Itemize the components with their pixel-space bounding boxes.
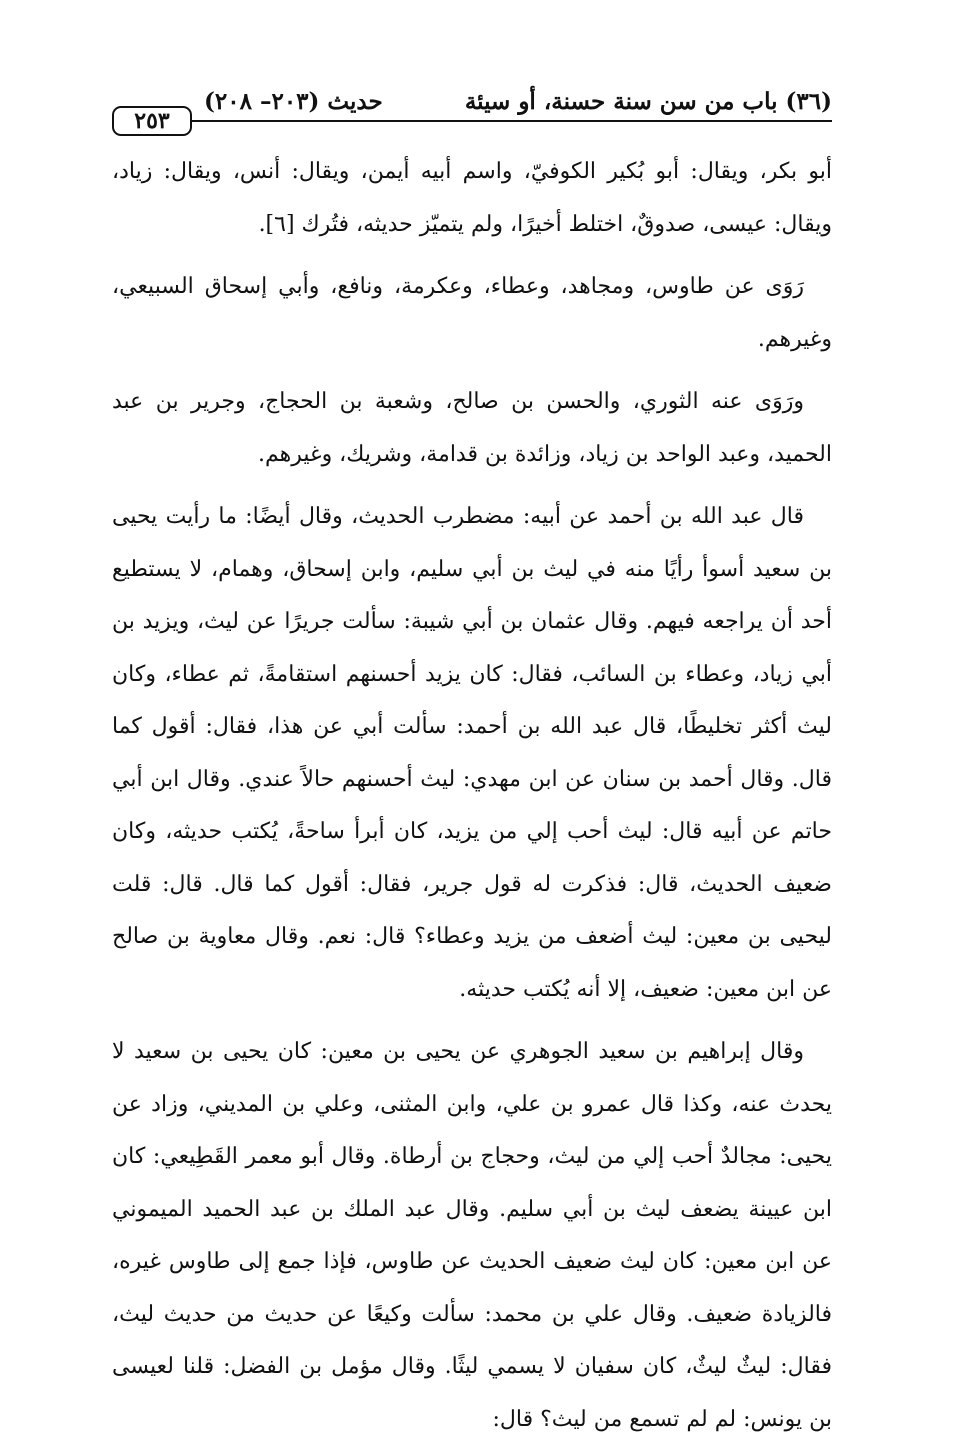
chapter-title: (٣٦) باب من سن سنة حسنة، أو سيئة — [464, 88, 832, 115]
paragraph: رَوَى عن طاوس، ومجاهد، وعطاء، وعكرمة، ونافع، وأبي إسحاق السبيعي، وغيرهم. — [112, 274, 832, 352]
page-header — [112, 84, 832, 134]
header-rule — [192, 120, 832, 122]
paragraph: قال عبد الله بن أحمد عن أبيه: مضطرب الحديث، وقال أيضًا: ما رأيت يحيى بن سعيد أسوأ رأيًا منه في ليث بن أبي سليم، وابن إسحاق، وهمام، لا يستطيع أحد أن يراجعه فيهم. وقال عثمان بن أبي شيبة: سألت جريرًا عن ليث، ويزيد بن أبي زياد، وعطاء بن السائب، فقال: كان يزيد أحسنهم استقامةً، ثم عطاء، وكان ليث أكثر تخليطًا، قال عبد الله بن أحمد: سألت أبي عن هذا، فقال: أقول كما قال. وقال أحمد بن سنان عن ابن مهدي: ليث أحسنهم حالاً عندي. وقال ابن أبي حاتم عن أبيه قال: ليث أحب إلي من يزيد، كان أبرأ ساحةً، يُكتب حديثه، وكان ضعيف الحديث، قال: فذكرت له قول جرير، فقال: أقول كما قال. قال: قلت ليحيى بن معين: ليث أضعف من يزيد وعطاء؟ قال: نعم. وقال معاوية بن صالح عن ابن معين: ضعيف، إلا أنه يُكتب حديثه. — [112, 504, 832, 1002]
page-body — [112, 146, 832, 1456]
hadith-range: حديث (٢٠٣– ٢٠٨) — [204, 88, 383, 115]
paragraph: ورَوَى عنه الثوري، والحسن بن صالح، وشعبة بن الحجاج، وجرير بن عبد الحميد، وعبد الواحد بن زياد، وزائدة بن قدامة، وشريك، وغيرهم. — [112, 389, 832, 467]
paragraph: أبو بكر، ويقال: أبو بُكير الكوفيّ، واسم أبيه أيمن، ويقال: أنس، ويقال: زياد، ويقال: عيسى، صدوقٌ، اختلط أخيرًا، ولم يتميّز حديثه، فتُرك [٦]. — [112, 159, 832, 237]
page-number: ٢٥٣ — [112, 106, 192, 136]
paragraph: وقال إبراهيم بن سعيد الجوهري عن يحيى بن معين: كان يحيى بن سعيد لا يحدث عنه، وكذا قال عمرو بن علي، وابن المثنى، وعلي بن المديني، وزاد عن يحيى: مجالدٌ أحب إلي من ليث، وحجاج بن أرطاة. وقال أبو معمر القَطِيعي: كان ابن عيينة يضعف ليث بن أبي سليم. وقال عبد الملك بن عبد الحميد الميموني عن ابن معين: كان ليث ضعيف الحديث عن طاوس، فإذا جمع إلى طاوس غيره، فالزيادة ضعيف. وقال علي بن محمد: سألت وكيعًا عن حديث من حديث ليث، فقال: ليثٌ ليثٌ، كان سفيان لا يسمي ليثًا. وقال مؤمل بن الفضل: قلنا لعيسى بن يونس: لم لم تسمع من ليث؟ قال: — [112, 1039, 832, 1432]
